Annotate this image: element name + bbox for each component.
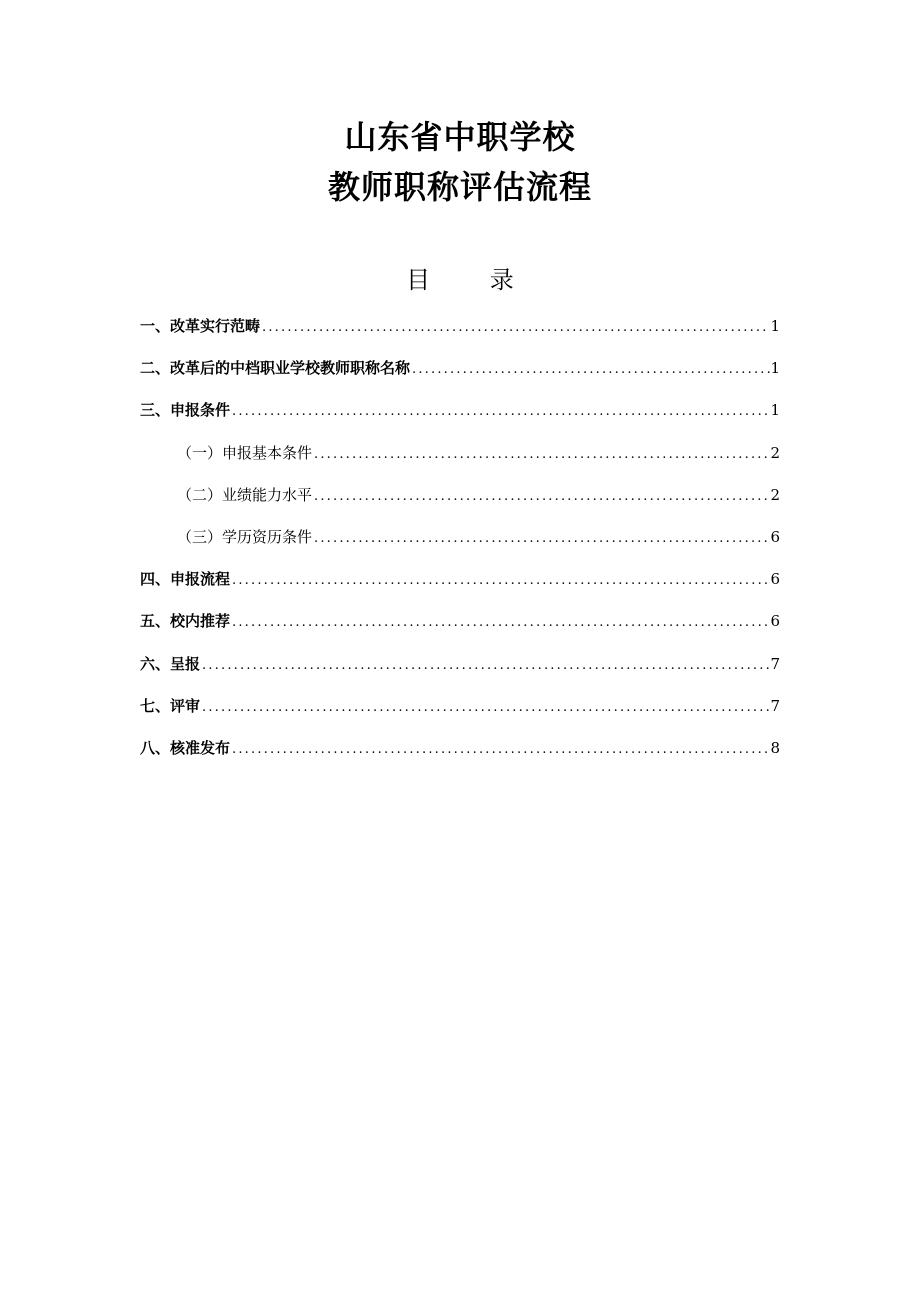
toc-dot-leader [410, 357, 770, 383]
toc-entry[interactable] [140, 608, 780, 650]
toc-page-number: 8 [770, 738, 780, 757]
toc-entry[interactable] [140, 355, 780, 397]
toc-entry-label: （二）业绩能力水平 [177, 485, 313, 504]
toc-entry[interactable] [140, 313, 780, 355]
toc-entry-label: 一、改革实行范畴 [140, 317, 261, 335]
table-of-contents [140, 313, 780, 777]
toc-entry-label: 七、评审 [140, 696, 201, 715]
toc-entry-label: （一）申报基本条件 [177, 443, 313, 462]
toc-entry[interactable] [140, 397, 780, 439]
toc-dot-leader [230, 399, 770, 425]
toc-dot-leader [230, 568, 770, 594]
toc-dot-leader [312, 442, 770, 468]
toc-entry-label: 四、申报流程 [140, 570, 231, 589]
toc-dot-leader [312, 484, 770, 510]
toc-page-number: 7 [770, 696, 780, 715]
toc-entry-label: 八、核准发布 [140, 738, 231, 757]
toc-entry-label: （三）学历资历条件 [177, 527, 313, 546]
toc-dot-leader [230, 610, 770, 636]
document-title [0, 112, 920, 212]
toc-entry[interactable] [140, 693, 780, 735]
toc-subentry[interactable] [140, 524, 780, 566]
toc-page-number: 6 [770, 612, 780, 631]
toc-entry-label: 三、申报条件 [140, 401, 231, 420]
toc-entry-label: 六、呈报 [140, 654, 201, 673]
toc-entry[interactable] [140, 651, 780, 693]
toc-dot-leader [230, 737, 770, 763]
toc-page-number: 2 [770, 485, 780, 504]
toc-page-number: 6 [770, 527, 780, 546]
toc-entry[interactable] [140, 566, 780, 608]
toc-page-number: 1 [770, 317, 780, 335]
title-line-1: 山东省中职学校 [344, 118, 576, 156]
toc-dot-leader [200, 695, 770, 721]
toc-entry-label: 五、校内推荐 [140, 612, 231, 631]
toc-page-number: 1 [770, 401, 780, 420]
toc-dot-leader [200, 653, 770, 679]
title-line-2: 教师职称评估流程 [327, 168, 592, 206]
toc-dot-leader [260, 315, 770, 341]
toc-page-number: 2 [770, 443, 780, 462]
toc-dot-leader [312, 526, 770, 552]
toc-subentry[interactable] [140, 482, 780, 524]
toc-page-number: 7 [770, 654, 780, 673]
toc-page-number: 6 [770, 570, 780, 589]
toc-page-number: 1 [770, 359, 780, 378]
toc-heading: 目 录 [406, 266, 540, 294]
toc-subentry[interactable] [140, 440, 780, 482]
toc-entry-label: 二、改革后的中档职业学校教师职称名称 [140, 359, 411, 378]
toc-entry[interactable] [140, 735, 780, 777]
